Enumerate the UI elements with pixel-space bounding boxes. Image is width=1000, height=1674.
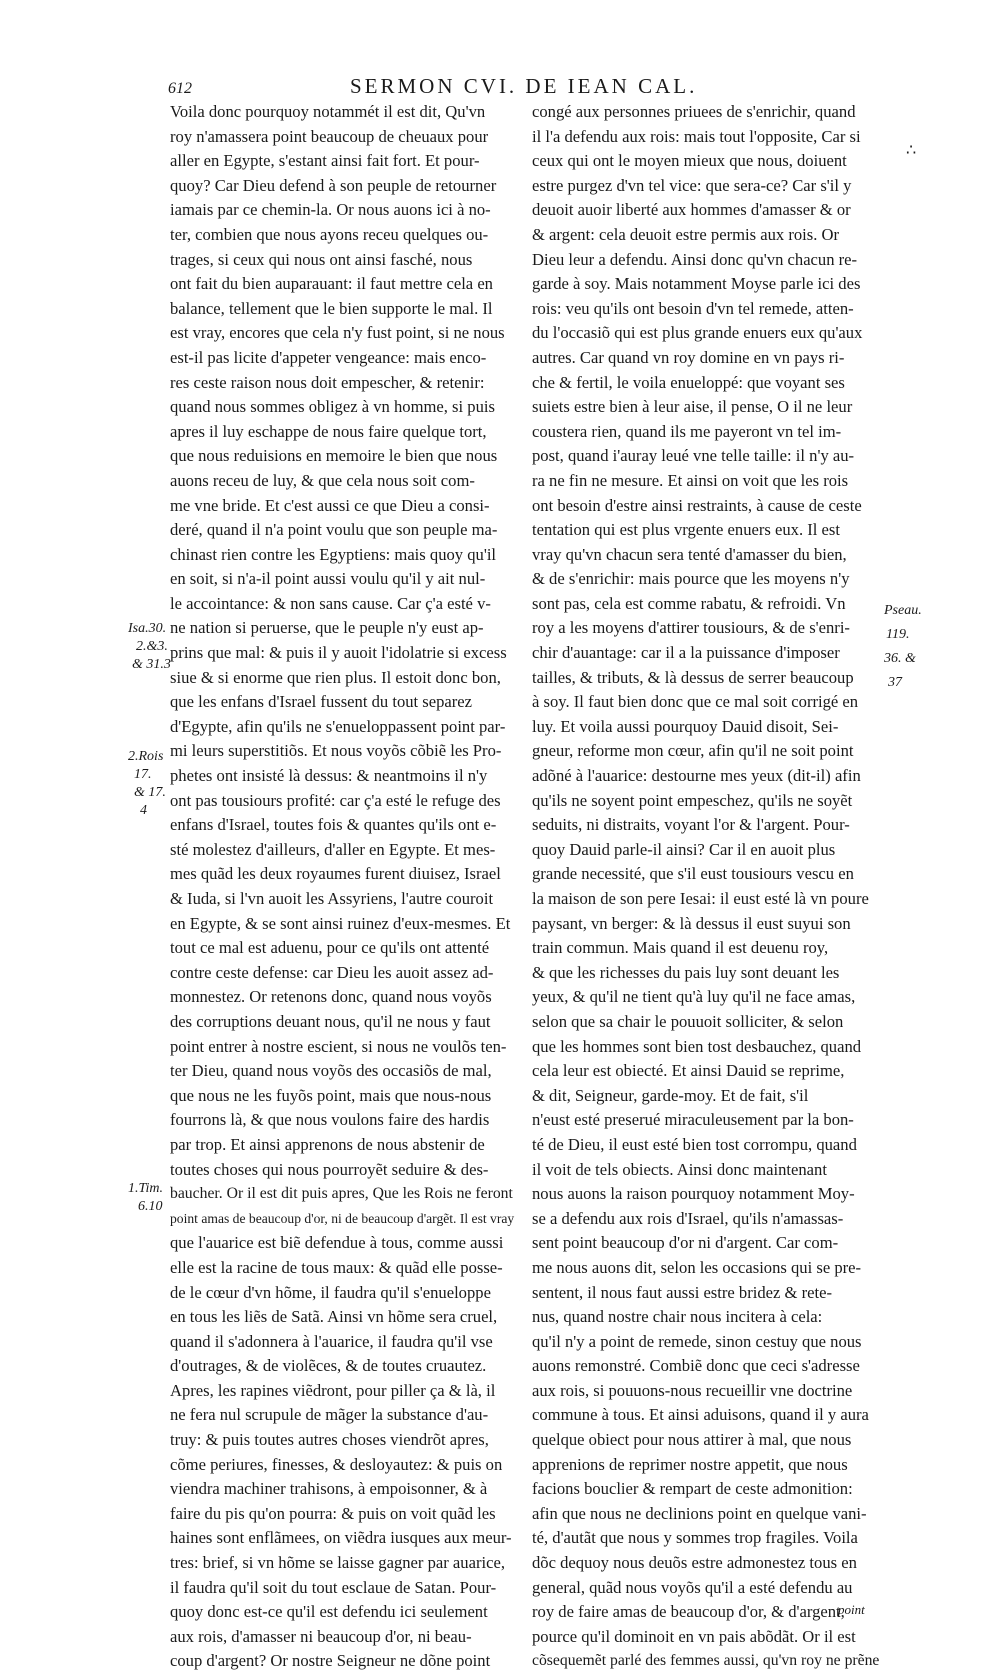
right-column-line: sentent, il nous faut aussi estre bridez & rete- bbox=[532, 1282, 832, 1302]
left-column-line: cõme periures, finesses, & desloyautez: & puis on bbox=[170, 1454, 503, 1474]
left-column-line: siue & si enorme que rien plus. Il estoit donc bon, bbox=[170, 667, 501, 687]
right-column-line: afin que nous ne declinions point en quelque vani- bbox=[532, 1503, 867, 1523]
left-column-line: haines sont enflãmees, on viẽdra iusques aux meur- bbox=[170, 1528, 512, 1548]
right-column-line: rois: veu qu'ils ont besoin d'vn tel remede, atten- bbox=[532, 298, 854, 318]
left-column-line: ne nation si peruerse, que le peuple n'y eust ap- bbox=[170, 618, 484, 638]
left-column-line: d'Egypte, afin qu'ils ne s'enueloppassent point par- bbox=[170, 716, 506, 736]
left-column-line: aller en Egypte, s'estant ainsi fait fort. Et pour- bbox=[170, 151, 480, 171]
left-column-line: en soit, si n'a-il point aussi voulu qu'il y ait nul- bbox=[170, 569, 486, 589]
right-column-line: facions bouclier & rempart de ceste admonition: bbox=[532, 1479, 853, 1499]
left-column-line: Apres, les rapines viẽdront, pour piller ça & là, il bbox=[170, 1380, 496, 1400]
left-column-line: que les enfans d'Israel fussent du tout separez bbox=[170, 692, 473, 712]
margin-mark: ∴ bbox=[906, 142, 917, 159]
left-column-line: en Egypte, & se sont ainsi ruinez d'eux-mesmes. Et bbox=[170, 913, 511, 933]
margin-note-isaiah-ch: 2.&3. bbox=[136, 639, 168, 654]
right-column-line: que les hommes sont bien tost desbauchez, quand bbox=[532, 1036, 862, 1056]
right-column-line: quelque obiect pour nous attirer à mal, que nous bbox=[532, 1430, 852, 1450]
right-column-line: sent point beaucoup d'or ni d'argent. Car com- bbox=[532, 1233, 839, 1253]
right-column-line: il voit de tels obiects. Ainsi donc maintenant bbox=[532, 1159, 827, 1179]
margin-note-kings-17b: & 17. bbox=[134, 785, 166, 800]
left-column-line: que l'auarice est biẽ defendue à tous, comme aussi bbox=[170, 1233, 504, 1253]
right-column-line: estre purgez d'vn tel vice: que sera-ce? Car s'il y bbox=[532, 175, 852, 195]
left-column-line: quand nous sommes obligez à vn homme, si puis bbox=[170, 397, 495, 417]
left-column-line: en tous les liẽs de Satã. Ainsi vn hõme sera cruel, bbox=[170, 1307, 498, 1327]
left-column-line: quoy donc est-ce qu'il est defendu ici seulement bbox=[170, 1602, 488, 1622]
right-column-line: tentation qui est plus vrgente enuers eux. Il est bbox=[532, 520, 840, 540]
left-column-line: est vray, encores que cela n'y fust point, si ne nous bbox=[170, 323, 505, 343]
left-column-line: Voila donc pourquoy notammét il est dit, Qu'vn bbox=[170, 102, 486, 121]
right-column-line: gneur, reforme mon cœur, afin qu'il ne soit point bbox=[532, 741, 854, 761]
right-column-line: ont besoin d'estre ainsi restraints, à cause de ceste bbox=[532, 495, 862, 515]
left-column-line: point entrer à nostre escient, si nous ne voulõs ten- bbox=[170, 1036, 507, 1056]
margin-note-timothy-ch: 6.10 bbox=[138, 1199, 163, 1214]
right-column-line: quoy Dauid parle-il ainsi? Car il en auoit plus bbox=[532, 839, 836, 859]
right-column-line: adõné à l'auarice: destourne mes yeux (dit-il) afin bbox=[532, 766, 861, 786]
right-column-line: nous auons la raison pourquoy notamment Moy- bbox=[532, 1184, 855, 1204]
left-column-line: des corruptions deuant nous, qu'il ne nous y faut bbox=[170, 1011, 491, 1031]
margin-note-psalms-37: 37 bbox=[888, 675, 902, 690]
right-column-line: ceux qui ont le moyen mieux que nous, doiuent bbox=[532, 151, 847, 171]
right-column-line: té de Dieu, il eust esté bien tost corrompu, quand bbox=[532, 1134, 857, 1154]
right-column-line: té, d'autãt que nous y sommes trop fragiles. Voila bbox=[532, 1528, 858, 1548]
left-column-line: res ceste raison nous doit empescher, & retenir: bbox=[170, 372, 485, 392]
right-column-line: & de s'enrichir: mais pource que les moyens n'y bbox=[532, 569, 850, 589]
right-column-line: qu'il n'y a point de remede, sinon cestuy que nous bbox=[532, 1331, 862, 1351]
right-column-line: Dieu leur a defendu. Ainsi donc qu'vn chacun re- bbox=[532, 249, 858, 269]
right-column-line: selon que sa chair le pouuoit solliciter, & selon bbox=[532, 1011, 844, 1031]
left-column-line: que nous ne les fuyõs point, mais que nous-nous bbox=[170, 1085, 492, 1105]
right-column-line: qu'ils ne soyent point empeschez, qu'ils ne soyẽt bbox=[532, 790, 853, 810]
right-column-line: post, quand i'auray leué vne telle taille: il n'y au- bbox=[532, 446, 855, 466]
left-column-line: ont fait du bien auparauant: il faut mettre cela en bbox=[170, 274, 493, 294]
left-column-line: phetes ont insisté là dessus: & neantmoins il n'y bbox=[170, 766, 488, 786]
right-column-line: à soy. Il faut bien donc que ce mal soit corrigé en bbox=[532, 692, 859, 712]
right-column-line: suiets estre bien à leur aise, il pense, O il ne leur bbox=[532, 397, 853, 417]
right-column-line: aux rois, si pouuons-nous recueillir vne doctrine bbox=[532, 1380, 853, 1400]
margin-note-timothy: 1.Tim. bbox=[128, 1181, 164, 1196]
left-column-line: me vne bride. Et c'est aussi ce que Dieu a consi- bbox=[170, 495, 490, 515]
left-column-line: & Iuda, si l'vn auoit les Assyriens, l'autre couroit bbox=[170, 889, 494, 908]
left-column-line: ne fera nul scrupule de mãger la substance d'au- bbox=[170, 1405, 489, 1425]
left-column-line: ter Dieu, quand nous voyõs des occasiõs de mal, bbox=[170, 1061, 492, 1081]
right-column-line: apprenions de reprimer nostre appetit, que nous bbox=[532, 1454, 848, 1474]
left-column-line: mi leurs superstitiõs. Et nous voyõs cõbiẽ les Pro- bbox=[170, 741, 502, 761]
left-column-line: trages, si ceux qui nous ont ainsi fasché, nous bbox=[170, 249, 473, 269]
left-column-line: iamais par ce chemin-la. Or nous auons ici à no- bbox=[170, 200, 491, 220]
right-column-line: & argent: cela deuoit estre permis aux rois. Or bbox=[532, 224, 840, 244]
right-column-line: che & fertil, le voila enueloppé: que voyant ses bbox=[532, 372, 845, 392]
right-column-line: roy a les moyens d'attirer tousiours, & de s'enri- bbox=[532, 618, 850, 638]
left-column-line: toutes choses qui nous pourroyẽt seduire & des- bbox=[170, 1159, 489, 1179]
right-column-line: auons remonstré. Combiẽ donc que ceci s'adresse bbox=[532, 1356, 860, 1376]
left-column-line: aux rois, d'amasser ni beaucoup d'or, ni beau- bbox=[170, 1626, 472, 1646]
left-column-line: quand il s'adonnera à l'auarice, il faudra qu'il vse bbox=[170, 1331, 493, 1351]
left-column-line: apres il luy eschappe de nous faire quelque tort, bbox=[170, 421, 487, 441]
right-column-line: deuoit auoir liberté aux hommes d'amasser & or bbox=[532, 200, 851, 220]
right-column-line: vray qu'vn chacun sera tenté d'amasser du bien, bbox=[532, 544, 847, 564]
margin-note-psalms-119: 119. bbox=[886, 627, 910, 642]
right-column-line: commune à tous. Et ainsi aduisons, quand il y aura bbox=[532, 1405, 869, 1425]
right-column-line: general, quãd nous voyõs qu'il a esté defendu au bbox=[532, 1577, 853, 1597]
right-column-line: chir d'auantage: car il a la puissance d'imposer bbox=[532, 643, 840, 663]
left-column-line: faire du pis qu'on pourra: & puis on voit quãd les bbox=[170, 1503, 496, 1523]
left-column-line: sté molestez d'ailleurs, d'aller en Egypte. Et mes- bbox=[170, 839, 496, 859]
right-column-line: n'eust esté preserué miraculeusement par la bon- bbox=[532, 1110, 854, 1130]
left-column-line: monnestez. Or retenons donc, quand nous voyõs bbox=[170, 987, 492, 1007]
page-number: 612 bbox=[168, 80, 192, 97]
right-column-line: train commun. Mais quand il est deuenu roy, bbox=[532, 938, 829, 958]
left-column-line: elle est la racine de tous maux: & quãd elle posse- bbox=[170, 1257, 503, 1277]
left-column-line: deré, quand il n'a point voulu que son peuple ma- bbox=[170, 520, 498, 540]
right-column-line: la maison de son pere Iesai: il eust esté là vn poure bbox=[532, 889, 869, 908]
left-column-line: balance, tellement que le bien supporte le mal. Il bbox=[170, 298, 493, 318]
margin-note-kings-17: 17. bbox=[134, 767, 152, 782]
left-column-line: enfans d'Israel, toutes fois & quantes qu'ils ont e- bbox=[170, 815, 497, 835]
left-column-line: d'outrages, & de violẽces, & de toutes cruautez. bbox=[170, 1356, 487, 1376]
margin-note-psalms-36: 36. & bbox=[884, 651, 916, 666]
right-column-line: sont pas, cela est comme rabatu, & refroidi. Vn bbox=[532, 593, 846, 613]
left-column-line: coup d'argent? Or nostre Seigneur ne dõne point bbox=[170, 1651, 491, 1671]
right-column-line: il l'a defendu aux rois: mais tout l'opposite, Car si bbox=[532, 126, 861, 146]
right-column-line: & que les richesses du pais luy sont deuant les bbox=[532, 962, 840, 982]
left-column-line: il faudra qu'il soit du tout esclaue de Satan. Pour- bbox=[170, 1577, 497, 1597]
right-column-line: & dit, Seigneur, garde-moy. Et de fait, s'il bbox=[532, 1085, 809, 1105]
catchword: point bbox=[838, 1602, 865, 1617]
left-column-line: quoy? Car Dieu defend à son peuple de retourner bbox=[170, 175, 497, 195]
right-column-line: congé aux personnes priuees de s'enrichir, quand bbox=[532, 102, 856, 121]
right-column-line: cela leur est obiecté. Et ainsi Dauid se reprime, bbox=[532, 1061, 845, 1081]
right-column-line: paysant, vn berger: & là dessus il eust suyui son bbox=[532, 913, 851, 933]
right-column-line: garde à soy. Mais notamment Moyse parle ici des bbox=[532, 274, 861, 294]
margin-note-psalms: Pseau. bbox=[884, 603, 922, 618]
right-column-line: se a defendu aux rois d'Israel, qu'ils n'amassas- bbox=[532, 1208, 844, 1228]
right-column-line: pource qu'il dominoit en vn pais abõdãt. Or il est bbox=[532, 1626, 856, 1646]
left-column-line: chinast rien contre les Egyptiens: mais quoy qu'il bbox=[170, 544, 497, 564]
right-column-line: du l'occasiõ qui est plus grande enuers eux qu'aux bbox=[532, 323, 863, 343]
left-column-line: est-il pas licite d'appeter vengeance: mais enco- bbox=[170, 347, 487, 367]
left-column-line: mes quãd les deux royaumes furent diuisez, Israel bbox=[170, 864, 501, 884]
left-column-line: par trop. Et ainsi apprenons de nous abstenir de bbox=[170, 1134, 485, 1154]
left-column-line: viendra machiner trahisons, à empoisonner, & à bbox=[170, 1479, 488, 1499]
right-column-line: grande necessité, que s'il eust tousiours vescu en bbox=[532, 864, 854, 884]
margin-note-isaiah-ch31: & 31.3 bbox=[132, 657, 171, 672]
margin-note-kings-4: 4 bbox=[140, 803, 147, 818]
margin-note-kings: 2.Rois bbox=[128, 749, 164, 764]
right-column-line: coustera rien, quand ils me payeront vn tel im- bbox=[532, 421, 842, 441]
right-column-line: me nous auons dit, selon les occasions qui se pre- bbox=[532, 1257, 862, 1277]
right-column-line: yeux, & qu'il ne tient qu'à luy qu'il ne face amas, bbox=[532, 987, 856, 1007]
left-column-line: que nous reduisions en memoire le bien que nous bbox=[170, 446, 498, 466]
left-column-line: de le cœur d'vn hõme, il faudra qu'il s'enueloppe bbox=[170, 1282, 491, 1302]
left-column-line: roy n'amassera point beaucoup de cheuaux pour bbox=[170, 126, 489, 146]
left-column-line: truy: & puis toutes autres choses viendrõt apres, bbox=[170, 1430, 489, 1450]
left-column-line: tres: brief, si vn hõme se laisse gagner par auarice, bbox=[170, 1553, 505, 1573]
right-column-line: nus, quand nostre chair nous incitera à cela: bbox=[532, 1307, 823, 1327]
left-column-line: auons receu de luy, & que cela nous soit com- bbox=[170, 470, 475, 490]
left-column-line: point amas de beaucoup d'or, ni de beaucoup d'argẽt. Il est vray bbox=[170, 1210, 515, 1226]
right-column-line: seduits, ni distraits, voyant l'or & l'argent. Pour- bbox=[532, 815, 850, 835]
right-column-line: dõc dequoy nous deuõs estre admonestez tous en bbox=[532, 1553, 857, 1573]
left-column-line: fourrons là, & que nous voulons faire des hardis bbox=[170, 1110, 490, 1130]
right-column-line: cõsequemẽt parlé des femmes aussi, qu'vn roy ne prẽne bbox=[532, 1652, 880, 1670]
right-column-line: autres. Car quand vn roy domine en vn pays ri- bbox=[532, 347, 845, 367]
left-column-line: ont pas tousiours profité: car ç'a esté le refuge des bbox=[170, 790, 501, 810]
left-column-line: baucher. Or il est dit puis apres, Que les Rois ne feront bbox=[170, 1185, 513, 1203]
left-column-line: ter, combien que nous ayons receu quelques ou- bbox=[170, 224, 489, 244]
left-column-line: contre ceste defense: car Dieu les auoit assez ad- bbox=[170, 962, 494, 982]
left-column-line: tout ce mal est aduenu, pour ce qu'ils ont attenté bbox=[170, 938, 490, 958]
left-column-line: le accointance: & non sans cause. Car ç'a esté v- bbox=[170, 593, 491, 613]
left-column bbox=[170, 100, 518, 1671]
right-column-line: tailles, & tributs, & là dessus de serrer beaucoup bbox=[532, 667, 854, 687]
right-column-line: roy de faire amas de beaucoup d'or, & d'argent, bbox=[532, 1602, 845, 1622]
margin-note-isaiah: Isa.30. bbox=[128, 621, 167, 636]
right-column bbox=[532, 100, 880, 1670]
right-column-line: luy. Et voila aussi pourquoy Dauid disoit, Sei- bbox=[532, 716, 839, 736]
right-column-line: ra ne fin ne mesure. Et ainsi on voit que les rois bbox=[532, 470, 849, 490]
running-head: SERMON CVI. DE IEAN CAL. bbox=[350, 74, 698, 98]
left-column-line: prins que mal: & puis il y auoit l'idolatrie si excess bbox=[170, 643, 507, 663]
